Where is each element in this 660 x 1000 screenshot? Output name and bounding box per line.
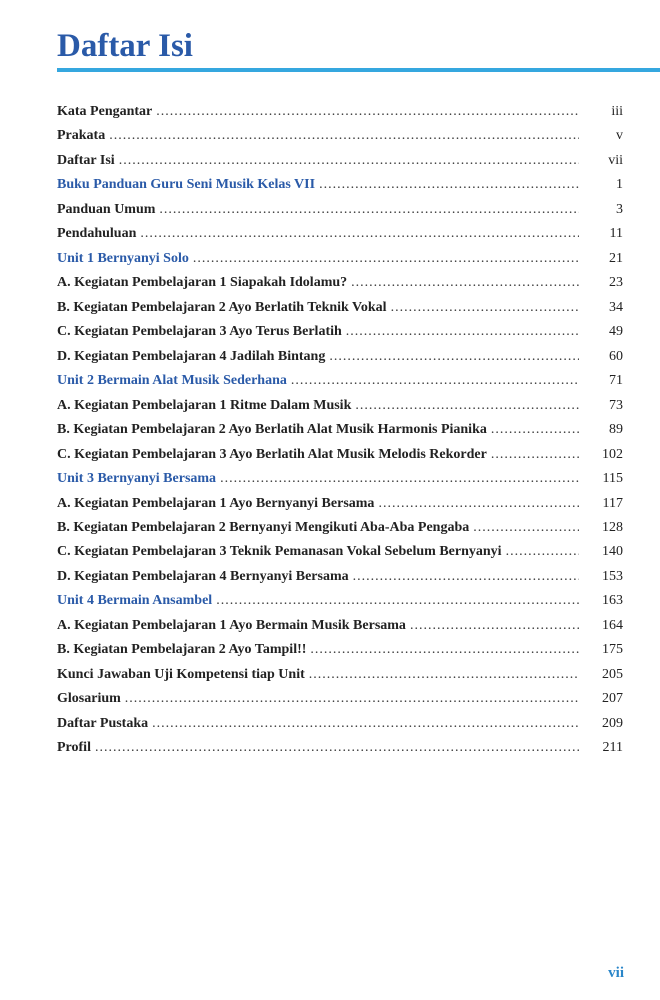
toc-entry-page: 71: [609, 373, 623, 389]
dot-leader: [491, 422, 579, 438]
dot-leader: [506, 544, 579, 560]
toc-entry-label: A. Kegiatan Pembelajaran 1 Ayo Bermain Musik Bersama: [57, 617, 406, 633]
toc-entry-label: Daftar Isi: [57, 152, 115, 168]
toc-entry[interactable]: [57, 569, 623, 593]
dot-leader: [125, 691, 579, 707]
toc-entry[interactable]: [57, 691, 623, 715]
toc-entry-label: B. Kegiatan Pembelajaran 2 Ayo Berlatih Alat Musik Harmonis Pianika: [57, 422, 487, 438]
dot-leader: [473, 520, 579, 536]
dot-leader: [355, 398, 579, 414]
toc-entry-label: B. Kegiatan Pembelajaran 2 Ayo Berlatih Teknik Vokal: [57, 299, 387, 315]
toc-entry-label: A. Kegiatan Pembelajaran 1 Siapakah Idolamu?: [57, 275, 348, 291]
toc-entry-label: C. Kegiatan Pembelajaran 3 Ayo Berlatih Alat Musik Melodis Rekorder: [57, 446, 487, 462]
dot-leader: [193, 251, 579, 267]
toc-entry[interactable]: [57, 349, 623, 373]
dot-leader: [109, 128, 579, 144]
toc-entry-page: vii: [608, 152, 623, 168]
toc-entry[interactable]: [57, 716, 623, 740]
page-title: Daftar Isi: [57, 28, 193, 64]
toc-entry-label: A. Kegiatan Pembelajaran 1 Ayo Bernyanyi Bersama: [57, 495, 375, 511]
toc-entry[interactable]: [57, 618, 623, 642]
toc-entry[interactable]: [57, 740, 623, 764]
toc-entry-page: 117: [602, 495, 623, 511]
toc-entry-page: v: [616, 128, 623, 144]
toc-entry-page: 102: [602, 446, 623, 462]
dot-leader: [159, 202, 579, 218]
toc-entry-label: A. Kegiatan Pembelajaran 1 Ritme Dalam Musik: [57, 397, 352, 413]
toc-entry-label: C. Kegiatan Pembelajaran 3 Teknik Pemanasan Vokal Sebelum Bernyanyi: [57, 544, 502, 560]
dot-leader: [119, 153, 579, 169]
toc-entry-page: 153: [602, 568, 623, 584]
toc-unit-entry[interactable]: [57, 373, 623, 397]
toc-entry-page: 115: [602, 471, 623, 487]
toc-entry-page: 1: [616, 177, 623, 193]
toc-entry-page: 207: [602, 691, 623, 707]
toc-entry-page: 23: [609, 275, 623, 291]
toc-entry-label: Pendahuluan: [57, 226, 137, 242]
toc-unit-entry[interactable]: [57, 177, 623, 201]
dot-leader: [140, 226, 579, 242]
dot-leader: [220, 471, 579, 487]
toc-entry-label: B. Kegiatan Pembelajaran 2 Bernyanyi Mengikuti Aba-Aba Pengaba: [57, 519, 470, 535]
toc-entry-label: D. Kegiatan Pembelajaran 4 Jadilah Bintang: [57, 348, 326, 364]
toc-entry-label: Panduan Umum: [57, 201, 156, 217]
toc-entry-page: 164: [602, 617, 623, 633]
toc-entry[interactable]: [57, 275, 623, 299]
dot-leader: [391, 300, 579, 316]
dot-leader: [152, 716, 579, 732]
toc-entry-label: Prakata: [57, 128, 106, 144]
toc-entry[interactable]: [57, 202, 623, 226]
toc-unit-entry[interactable]: [57, 251, 623, 275]
toc-entry[interactable]: [57, 300, 623, 324]
toc-entry-page: 49: [609, 324, 623, 340]
title-underline: [57, 68, 660, 72]
toc-entry-label: Unit 2 Bermain Alat Musik Sederhana: [57, 373, 287, 389]
toc-entry-page: 205: [602, 666, 623, 682]
dot-leader: [346, 324, 579, 340]
toc-entry-page: 140: [602, 544, 623, 560]
dot-leader: [378, 496, 579, 512]
toc-entry[interactable]: [57, 422, 623, 446]
toc-entry-page: 60: [609, 348, 623, 364]
toc-entry-label: Daftar Pustaka: [57, 715, 149, 731]
dot-leader: [216, 593, 579, 609]
toc-entry-page: 73: [609, 397, 623, 413]
toc-entry-label: Buku Panduan Guru Seni Musik Kelas VII: [57, 177, 316, 193]
dot-leader: [95, 740, 579, 756]
toc-entry[interactable]: [57, 520, 623, 544]
toc-entry-page: 163: [602, 593, 623, 609]
toc-entry[interactable]: [57, 324, 623, 348]
toc-entry-label: Kunci Jawaban Uji Kompetensi tiap Unit: [57, 666, 305, 682]
toc-entry-page: iii: [611, 104, 623, 119]
toc-entry-page: 21: [609, 250, 623, 266]
dot-leader: [291, 373, 579, 389]
toc-entry[interactable]: [57, 104, 623, 128]
dot-leader: [410, 618, 579, 634]
toc-entry[interactable]: [57, 544, 623, 568]
dot-leader: [353, 569, 579, 585]
toc-entry-page: 175: [602, 642, 623, 658]
toc-entry-label: Unit 3 Bernyanyi Bersama: [57, 471, 217, 487]
dot-leader: [491, 447, 579, 463]
toc-entry-page: 128: [602, 519, 623, 535]
dot-leader: [309, 667, 579, 683]
toc-entry-label: D. Kegiatan Pembelajaran 4 Bernyanyi Bersama: [57, 568, 349, 584]
toc-unit-entry[interactable]: [57, 471, 623, 495]
toc-entry-label: Kata Pengantar: [57, 104, 153, 119]
toc-entry[interactable]: [57, 128, 623, 152]
toc-entry-page: 89: [609, 422, 623, 438]
dot-leader: [156, 104, 579, 120]
toc-entry[interactable]: [57, 398, 623, 422]
toc-unit-entry[interactable]: [57, 593, 623, 617]
toc-entry-label: B. Kegiatan Pembelajaran 2 Ayo Tampil!!: [57, 642, 307, 658]
toc-entry[interactable]: [57, 642, 623, 666]
toc-entry-label: Unit 1 Bernyanyi Solo: [57, 250, 189, 266]
dot-leader: [351, 275, 579, 291]
toc-entry-label: Glosarium: [57, 691, 121, 707]
dot-leader: [329, 349, 579, 365]
toc-entry[interactable]: [57, 226, 623, 250]
toc-entry-page: 11: [609, 226, 623, 242]
toc-entry-page: 209: [602, 715, 623, 731]
toc-entry-label: Unit 4 Bermain Ansambel: [57, 593, 213, 609]
toc-entry-page: 211: [602, 740, 623, 756]
toc-entry[interactable]: [57, 447, 623, 471]
table-of-contents: [57, 104, 623, 765]
dot-leader: [310, 642, 579, 658]
toc-entry-page: 3: [616, 201, 623, 217]
toc-entry[interactable]: [57, 667, 623, 691]
dot-leader: [319, 177, 579, 193]
page-number: vii: [608, 965, 624, 981]
toc-entry[interactable]: [57, 153, 623, 177]
toc-entry-label: Profil: [57, 740, 91, 756]
toc-entry-page: 34: [609, 299, 623, 315]
toc-entry-label: C. Kegiatan Pembelajaran 3 Ayo Terus Berlatih: [57, 324, 342, 340]
toc-entry[interactable]: [57, 496, 623, 520]
